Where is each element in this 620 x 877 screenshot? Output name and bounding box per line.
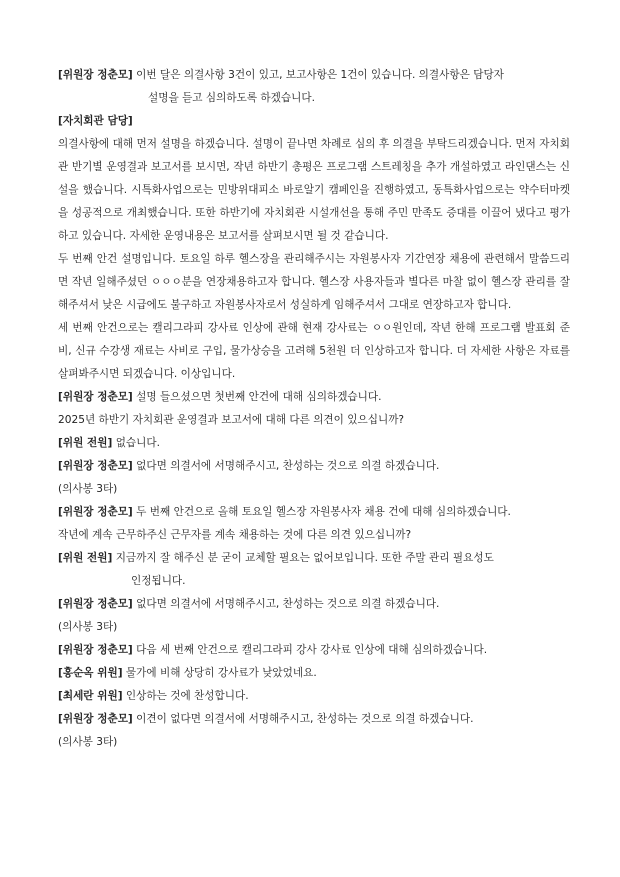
statement-continuation: 설명을 듣고 심의하도록 하겠습니다. <box>148 92 315 104</box>
section-heading: [자치회관 담당] <box>58 115 133 127</box>
speaker-label: [위원장 정춘모] <box>58 598 133 610</box>
gavel-note: (의사봉 3타) <box>58 621 118 633</box>
statement-all-members <box>58 547 570 570</box>
speaker-label: [위원장 정춘모] <box>58 506 133 518</box>
statement-text: 인상하는 것에 찬성합니다. <box>125 690 249 702</box>
statement-text: 지금까지 잘 해주신 분 굳이 교체할 필요는 없어보입니다. 또한 주말 관리 필요성도 <box>115 552 494 564</box>
statement-text: 다음 세 번째 안건으로 캘리그라피 강사 강사료 인상에 대해 심의하겠습니다. <box>136 644 488 656</box>
gavel-note: (의사봉 3타) <box>58 483 118 495</box>
statement-text: 이견이 없다면 의결서에 서명해주시고, 찬성하는 것으로 의결 하겠습니다. <box>136 713 474 725</box>
statement-continuation: 인정됩니다. <box>131 575 186 587</box>
speaker-label: [위원장 정춘모] <box>58 460 133 472</box>
statement-chair <box>58 455 570 478</box>
speaker-label: [홍순옥 위원] <box>58 667 123 679</box>
statement-member <box>58 685 570 708</box>
statement-chair <box>58 593 570 616</box>
statement-question: 작년에 계속 근무하주신 근무자를 계속 채용하는 것에 다른 의견 있으십니까? <box>58 529 412 541</box>
explanation-paragraph-3: 세 번째 안건으로는 캘리그라피 강사료 인상에 관해 현재 강사료는 ㅇㅇ원인데, 작년 한해 프로그램 발표회 준비, 신규 수강생 재료는 사비로 구입, 물가상승을 고려해 5천원 더 인상하고자 합니다. 더 자세한 사항은 자료를 살펴봐주시면 되겠습니다. 이상입니다. <box>58 322 570 380</box>
gavel-note: (의사봉 3타) <box>58 736 118 748</box>
minutes-body <box>58 64 570 754</box>
statement-chair <box>58 639 570 662</box>
statement-chair-intro <box>58 64 570 87</box>
speaker-label: [위원장 정춘모] <box>58 644 133 656</box>
statement-chair <box>58 708 570 731</box>
statement-chair <box>58 501 570 524</box>
statement-text: 물가에 비해 상당히 강사료가 낮았었네요. <box>125 667 317 679</box>
statement-text: 없다면 의결서에 서명해주시고, 찬성하는 것으로 의결 하겠습니다. <box>136 598 440 610</box>
statement-chair <box>58 386 570 409</box>
speaker-label: [최세란 위원] <box>58 690 123 702</box>
speaker-label: [위원장 정춘모] <box>58 391 133 403</box>
statement-text: 없습니다. <box>115 437 160 449</box>
statement-text: 없다면 의결서에 서명해주시고, 찬성하는 것으로 의결 하겠습니다. <box>136 460 440 472</box>
statement-all-members <box>58 432 570 455</box>
explanation-paragraph-2: 두 번째 안건 설명입니다. 토요일 하루 헬스장을 관리해주시는 자원봉사자 기간연장 채용에 관련해서 말씀드리면 작년 일해주셨던 ㅇㅇㅇ분을 연장채용하고자 합니다. 헬스장 사용자들과 별다른 마찰 없이 헬스장 관리를 잘 해주셔서 낮은 시급에도 불구하고 자원봉사자로서 성실하게 임해주셔서 그대로 연장하고자 합니다. <box>58 253 570 311</box>
statement-text: 두 번째 안건으로 올해 토요일 헬스장 자원봉사자 채용 건에 대해 심의하겠습니다. <box>136 506 511 518</box>
statement-text: 이번 달은 의결사항 3건이 있고, 보고사항은 1건이 있습니다. 의결사항은 담당자 <box>136 69 504 81</box>
speaker-label: [위원장 정춘모] <box>58 713 133 725</box>
explanation-paragraph-1: 의결사항에 대해 먼저 설명을 하겠습니다. 설명이 끝나면 차례로 심의 후 의결을 부탁드리겠습니다. 먼저 자치회관 반기별 운영결과 보고서를 보시면, 작년 하반기 총평은 프로그램 스트레칭을 추가 개설하였고 라인댄스는 신설을 했습니다. 시특화사업으로는 민방위대피소 바로알기 캠페인을 진행하였고, 동특화사업으로는 약수터마켓을 성공적으로 개최했습니다. 또한 하반기에 자치회관 시설개선을 통해 주민 만족도 증대를 이끌어 냈다고 평가하고 있습니다. 자세한 운영내용은 보고서를 살펴보시면 될 것 같습니다. <box>58 138 570 242</box>
statement-question: 2025년 하반기 자치회관 운영결과 보고서에 대해 다른 의견이 있으십니까? <box>58 414 405 426</box>
statement-text: 설명 들으셨으면 첫번째 안건에 대해 심의하겠습니다. <box>136 391 382 403</box>
speaker-label: [위원 전원] <box>58 437 113 449</box>
speaker-label: [위원장 정춘모] <box>58 69 133 81</box>
speaker-label: [위원 전원] <box>58 552 113 564</box>
statement-member <box>58 662 570 685</box>
